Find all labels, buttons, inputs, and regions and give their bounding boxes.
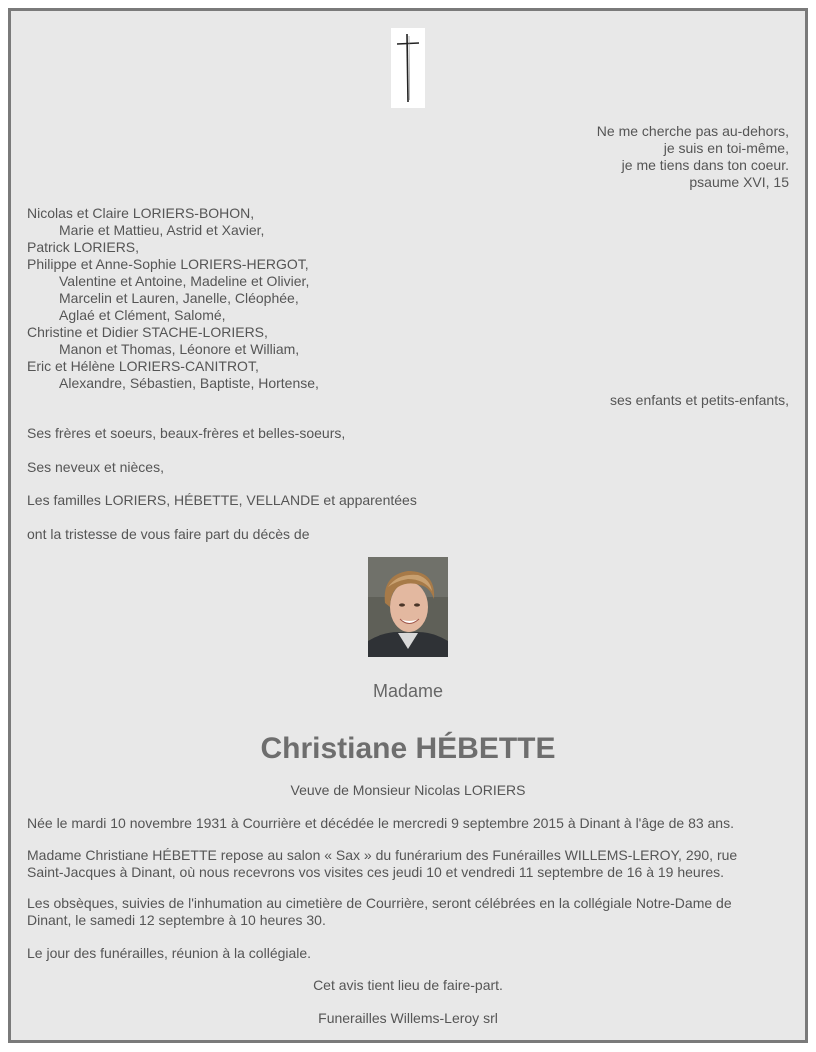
birth-death-line: Née le mardi 10 novembre 1931 à Courrière et décédée le mercredi 9 septembre 2015 à Dinant à l'âge de 83 ans. <box>27 815 734 831</box>
rest-line-1: Madame Christiane HÉBETTE repose au salon « Sax » du funérarium des Funérailles WILLEMS-LEROY, 290, rue <box>27 847 738 863</box>
poem-line-2: je suis en toi-même, <box>663 140 789 156</box>
undertaker-line: Funerailles Willems-Leroy srl <box>318 1010 498 1026</box>
rest-line-2: Saint-Jacques à Dinant, où nous recevrons vos visites ces jeudi 10 et vendredi 11 septembre de 16 à 19 heures. <box>27 864 725 880</box>
family-line: Manon et Thomas, Léonore et William, <box>59 341 300 357</box>
family-line: Nicolas et Claire LORIERS-BOHON, <box>27 205 255 221</box>
family-line: Patrick LORIERS, <box>27 239 140 255</box>
obituary-content <box>11 11 805 1040</box>
poem-line-1: Ne me cherche pas au-dehors, <box>596 123 789 139</box>
meeting-line: Le jour des funérailles, réunion à la collégiale. <box>27 945 312 961</box>
poem-source: psaume XVI, 15 <box>689 174 789 190</box>
announcement-line: ont la tristesse de vous faire part du décès de <box>27 526 310 542</box>
widow-line: Veuve de Monsieur Nicolas LORIERS <box>290 782 526 798</box>
deceased-title: Madame <box>372 681 444 701</box>
funeral-line-1: Les obsèques, suivies de l'inhumation au cimetière de Courrière, seront célébrées en la collégiale Notre-Dame de <box>27 895 732 911</box>
notice-line: Cet avis tient lieu de faire-part. <box>313 977 503 993</box>
poem-line-3: je me tiens dans ton coeur. <box>621 157 789 173</box>
family-line: Eric et Hélène LORIERS-CANITROT, <box>27 358 259 374</box>
funeral-line-2: Dinant, le samedi 12 septembre à 10 heures 30. <box>27 912 326 928</box>
family-line: Alexandre, Sébastien, Baptiste, Hortense, <box>59 375 319 391</box>
siblings-line: Ses frères et soeurs, beaux-frères et belles-soeurs, <box>27 425 346 441</box>
families-line: Les familles LORIERS, HÉBETTE, VELLANDE et apparentées <box>27 492 417 508</box>
family-line: Marie et Mattieu, Astrid et Xavier, <box>59 222 265 238</box>
family-line: Valentine et Antoine, Madeline et Olivier, <box>59 273 310 289</box>
family-closing: ses enfants et petits-enfants, <box>610 392 789 408</box>
family-line: Philippe et Anne-Sophie LORIERS-HERGOT, <box>27 256 309 272</box>
family-line: Aglaé et Clément, Salomé, <box>59 307 226 323</box>
deceased-name: Christiane HÉBETTE <box>260 732 556 765</box>
nephews-line: Ses neveux et nièces, <box>27 459 164 475</box>
family-line: Marcelin et Lauren, Janelle, Cléophée, <box>59 290 299 306</box>
family-line: Christine et Didier STACHE-LORIERS, <box>27 324 268 340</box>
portrait-photo <box>368 557 448 657</box>
cross-icon <box>391 28 425 108</box>
obituary-card <box>8 8 808 1043</box>
